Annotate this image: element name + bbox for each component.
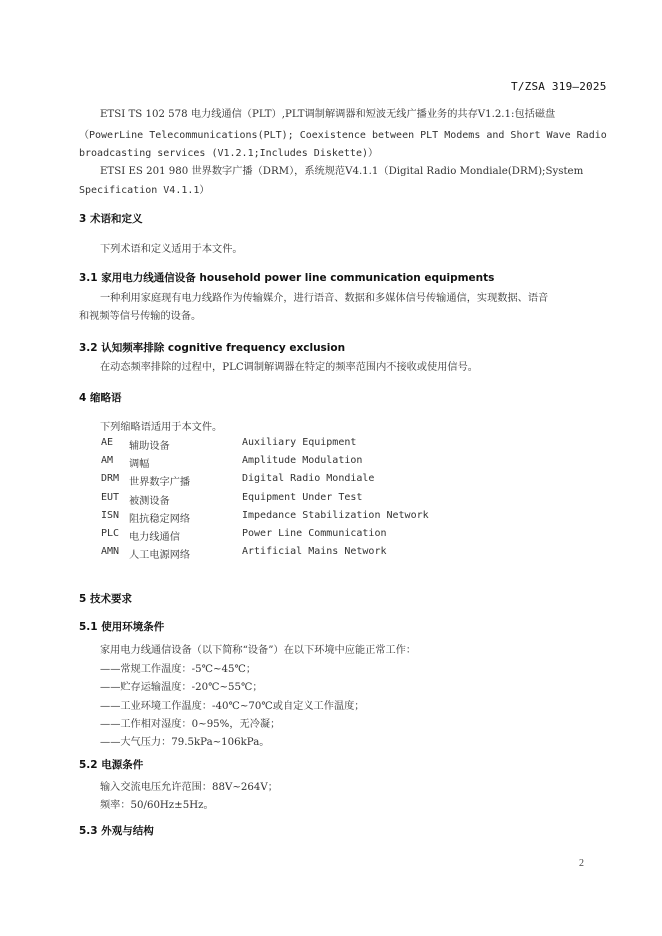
abbreviation-code: AM — [101, 455, 114, 467]
abbreviation-english: Artificial Mains Network — [242, 546, 387, 558]
abbreviation-chinese: 世界数字广播 — [129, 477, 191, 489]
section-5-heading: 5 技术要求 — [79, 593, 132, 605]
section-3-intro: 下列术语和定义适用于本文件。 — [100, 244, 243, 255]
section-3-heading: 3 术语和定义 — [79, 213, 143, 225]
section-5-2-heading: 5.2 电源条件 — [79, 759, 144, 771]
abbreviation-chinese: 辅助设备 — [129, 441, 170, 452]
abbreviation-code: DRM — [101, 473, 120, 485]
abbreviation-code: ISN — [101, 509, 120, 521]
abbreviation-chinese: 阻抗稳定网络 — [129, 513, 191, 525]
section-3-1-heading: 3.1 家用电力线通信设备 household power line communication equipments — [79, 272, 495, 284]
abbreviation-code: AE — [101, 437, 114, 448]
section-3-2-text: 在动态频率排除的过程中，PLC调制解调器在特定的频率范围内不接收或使用信号。 — [100, 362, 478, 373]
abbreviation-english: Digital Radio Mondiale — [242, 473, 375, 485]
abbreviation-english: Power Line Communication — [242, 528, 387, 539]
environment-condition-item: ——工业环境工作温度：-40℃~70℃或自定义工作温度； — [100, 700, 365, 712]
page-number: 2 — [579, 858, 584, 869]
abbreviation-chinese: 电力线通信 — [129, 532, 180, 543]
section-4-heading: 4 缩略语 — [79, 392, 122, 404]
abbreviation-code: EUT — [101, 491, 120, 503]
section-5-1-heading: 5.1 使用环境条件 — [79, 621, 165, 633]
section-3-1-text-line-2: 和视频等信号传输的设备。 — [79, 311, 202, 322]
abbreviation-english: Equipment Under Test — [242, 491, 363, 503]
section-3-1-text-line-1: 一种利用家庭现有电力线路作为传输媒介，进行语音、数据和多媒体信号传输通信，实现数据、语音 — [100, 293, 549, 304]
abbreviation-english: Auxiliary Equipment — [242, 437, 357, 448]
abbreviation-chinese: 被测设备 — [129, 495, 170, 507]
reference-2-line-1: ETSI ES 201 980 世界数字广播（DRM），系统规范V4.1.1（Digital Radio Mondiale(DRM);System — [100, 166, 584, 177]
section-5-1-intro: 家用电力线通信设备（以下简称“设备”）在以下环境中应能正常工作： — [100, 645, 417, 656]
reference-1-line-2: （PowerLine Telecommunications(PLT); Coexistence between PLT Modems and Short Wave Radio — [79, 130, 607, 141]
environment-condition-item: ——工作相对湿度：0~95%，无冷凝； — [100, 718, 281, 730]
abbreviation-code: PLC — [101, 528, 120, 539]
reference-1-line-3: broadcasting services (V1.2.1;Includes Diskette)） — [79, 148, 378, 159]
environment-condition-item: ——大气压力：79.5kPa~106kPa。 — [100, 737, 270, 749]
abbreviation-chinese: 人工电源网络 — [129, 550, 191, 562]
document-id: T/ZSA 319—2025 — [511, 80, 607, 93]
abbreviation-code: AMN — [101, 546, 120, 558]
section-3-2-heading: 3.2 认知频率排除 cognitive frequency exclusion — [79, 342, 346, 354]
section-4-intro: 下列缩略语适用于本文件。 — [100, 422, 223, 433]
environment-condition-item: ——常规工作温度：-5℃~45℃； — [100, 664, 257, 675]
section-5-2-text-line-1: 输入交流电压允许范围：88V~264V； — [100, 782, 278, 793]
abbreviation-english: Amplitude Modulation — [242, 455, 363, 467]
environment-condition-item: ——贮存运输温度：-20℃~55℃； — [100, 682, 263, 694]
section-5-2-text-line-2: 频率：50/60Hz±5Hz。 — [100, 800, 214, 811]
reference-1-line-1: ETSI TS 102 578 电力线通信（PLT）,PLT调制解调器和短波无线广播业务的共存V1.2.1:包括磁盘 — [100, 109, 556, 120]
abbreviation-chinese: 调幅 — [129, 459, 150, 471]
section-5-3-heading: 5.3 外观与结构 — [79, 825, 154, 837]
abbreviation-english: Impedance Stabilization Network — [242, 509, 429, 521]
reference-2-line-2: Specification V4.1.1） — [79, 185, 210, 196]
